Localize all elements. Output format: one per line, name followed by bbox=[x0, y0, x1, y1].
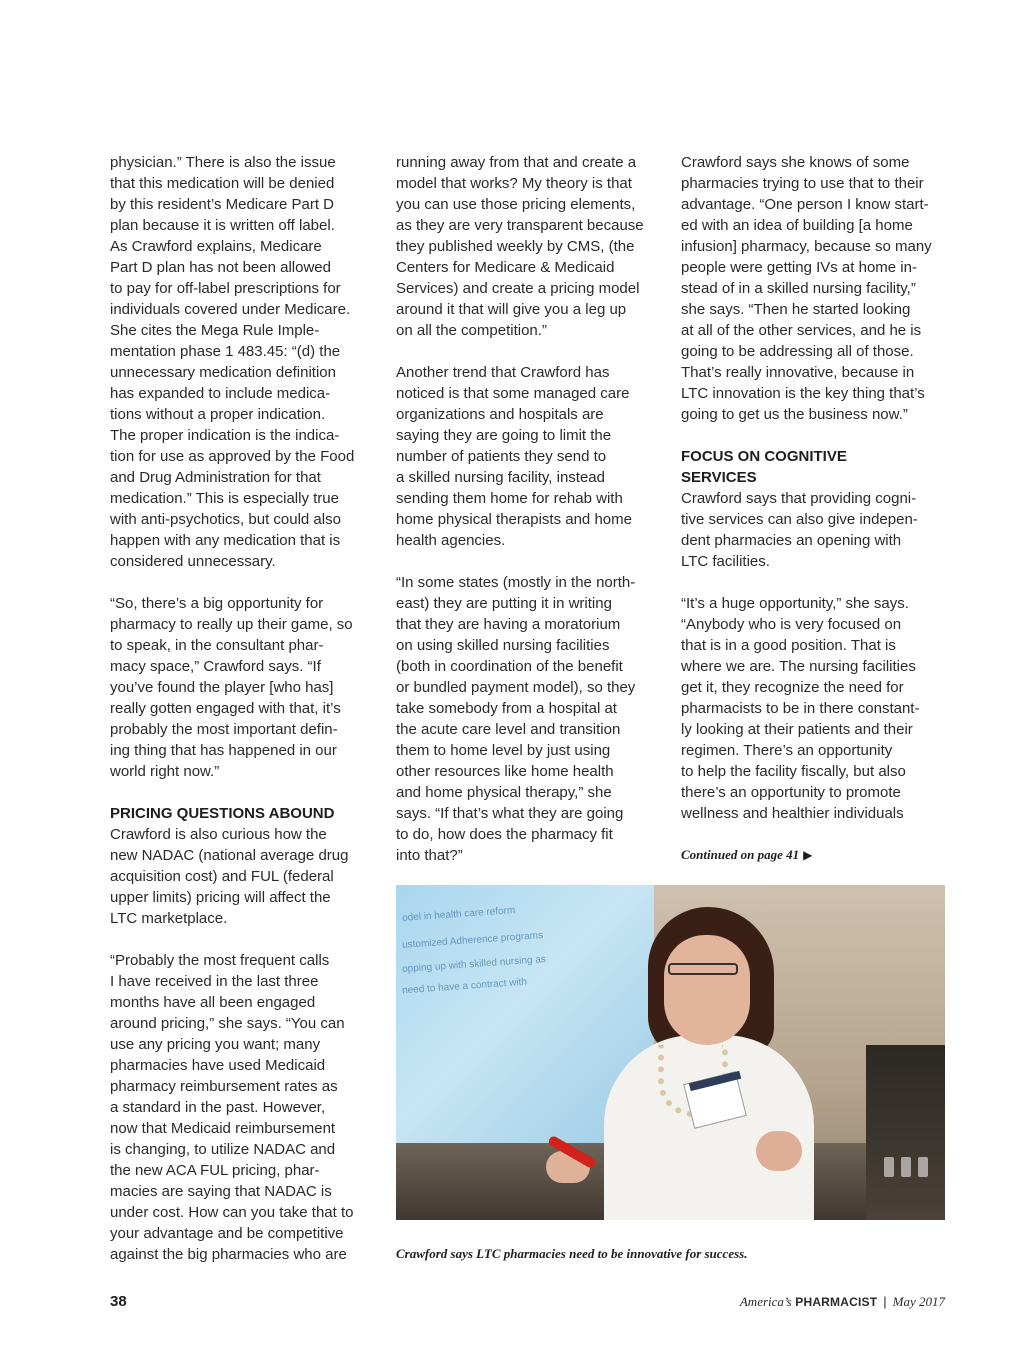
eyeglasses-icon bbox=[668, 963, 738, 975]
magazine-name: PHARMACIST bbox=[795, 1295, 878, 1309]
speaker-photo bbox=[396, 885, 945, 1220]
footer-separator: | bbox=[883, 1294, 887, 1309]
body-paragraph: physician.” There is also the issue that this medication will be denied by this resident’s Medicare Part D plan because it is written off label. As Crawford explains, Medicare Part D plan has not been allowed to pay for off-label prescriptions for individuals covered under Medicare. She cites the Mega Rule Imple- mentation phase 1 483.45: “(d) the unnecessary medication definition has expanded to include medica- tions without a proper indication. The proper indication is the indica- tion for use as approved by the Food and Drug Administration for that medication.” This is especially true with anti-psychotics, but could also happen with any medication that is considered unnecessary. bbox=[110, 154, 355, 570]
drinking-glass bbox=[884, 1157, 894, 1177]
article-column-2 bbox=[396, 152, 668, 866]
body-paragraph: “Probably the most frequent calls I have received in the last three months have all been engaged around pricing,” she says. “You can use any pricing you want; many pharmacies have used Medicaid pharmacy reimbursement rates as a standard in the past. However, now that Medicaid reimbursement is changing, to utilize NADAC and the new ACA FUL pricing, phar- macies are saying that NADAC is under cost. How can you take that to your advantage and be competitive against the big pharmacies who are bbox=[110, 952, 354, 1263]
body-paragraph: Crawford is also curious how the new NADAC (national average drug acquisition cost) and FUL (federal upper limits) pricing will affect the LTC marketplace. bbox=[110, 826, 349, 927]
body-paragraph: Crawford says that providing cogni- tive services can also give indepen- dent pharmacies an opening with LTC facilities. bbox=[681, 490, 918, 570]
slide-text-line: opping up with skilled nursing as bbox=[401, 953, 547, 976]
speaker-face bbox=[664, 935, 750, 1045]
body-paragraph: running away from that and create a model that works? My theory is that you can use those pricing elements, as they are very transparent because they published weekly by CMS, (the Centers for Medicare & Medicaid Services) and create a pricing model around it that will give you a leg up on all the competition.” bbox=[396, 154, 644, 339]
body-paragraph: “So, there’s a big opportunity for pharmacy to really up their game, so to speak, in the consultant phar- macy space,” Crawford says. “If you’ve found the player [who has] really gotten engaged with that, it’s probably the most important defin- ing thing that has happened in our world right now.” bbox=[110, 595, 353, 780]
photo-caption: Crawford says LTC pharmacies need to be innovative for success. bbox=[396, 1246, 748, 1261]
body-paragraph: Another trend that Crawford has noticed is that some managed care organizations and hospitals are saying they are going to limit the number of patients they send to a skilled nursing facility, instead sending them home for rehab with home physical therapists and home health agencies. bbox=[396, 364, 632, 549]
magazine-prefix: America’s bbox=[739, 1294, 792, 1309]
slide-text-line: ustomized Adherence programs bbox=[401, 930, 544, 951]
body-paragraph: Crawford says she knows of some pharmacies trying to use that to their advantage. “One person I know start- ed with an idea of building [a home infusion] pharmacy, because so many people were getting IVs at home in- stead of in a skilled nursing facility,” she says. “Then he started looking at all of the other services, and he is going to be addressing all of those. That’s really innovative, because in LTC innovation is the key thing that’s going to get us the business now.” bbox=[681, 154, 932, 423]
slide-text-line: need to have a contract with bbox=[401, 976, 528, 997]
section-heading-cognitive-services: FOCUS ON COGNITIVE SERVICES bbox=[681, 448, 847, 486]
issue-date: May 2017 bbox=[892, 1294, 945, 1309]
slide-text-line: odel in health care reform bbox=[401, 905, 516, 924]
body-paragraph: “In some states (mostly in the north- east) they are putting it in writing that they are having a moratorium on using skilled nursing facilities (both in coordination of the benefit or bundled payment model), so they take somebody from a hospital at the acute care level and transition them to home level by just using other resources like home health and home physical therapy,” she says. “If that’s what they are going to do, how does the pharmacy fit into that?” bbox=[396, 574, 636, 864]
side-table bbox=[866, 1045, 945, 1220]
speaker-hand-right bbox=[756, 1131, 802, 1171]
continued-text: Continued on page 41 bbox=[681, 847, 800, 862]
article-column-1 bbox=[110, 152, 382, 1265]
continued-on-link[interactable] bbox=[681, 847, 812, 863]
page-number: 38 bbox=[110, 1293, 127, 1310]
section-heading-pricing: PRICING QUESTIONS ABOUND bbox=[110, 805, 335, 822]
drinking-glass bbox=[918, 1157, 928, 1177]
footer-masthead bbox=[740, 1294, 945, 1310]
article-column-3 bbox=[681, 152, 953, 824]
right-triangle-icon: ▶ bbox=[803, 848, 813, 862]
body-paragraph: “It’s a huge opportunity,” she says. “Anybody who is very focused on that is in a good position. That is where we are. The nursing facilities get it, they recognize the need for pharmacists to be in there constant- ly looking at their patients and their regimen. There’s an opportunity to help the facility fiscally, but also there’s an opportunity to promote wellness and healthier individuals bbox=[681, 595, 920, 822]
drinking-glass bbox=[901, 1157, 911, 1177]
